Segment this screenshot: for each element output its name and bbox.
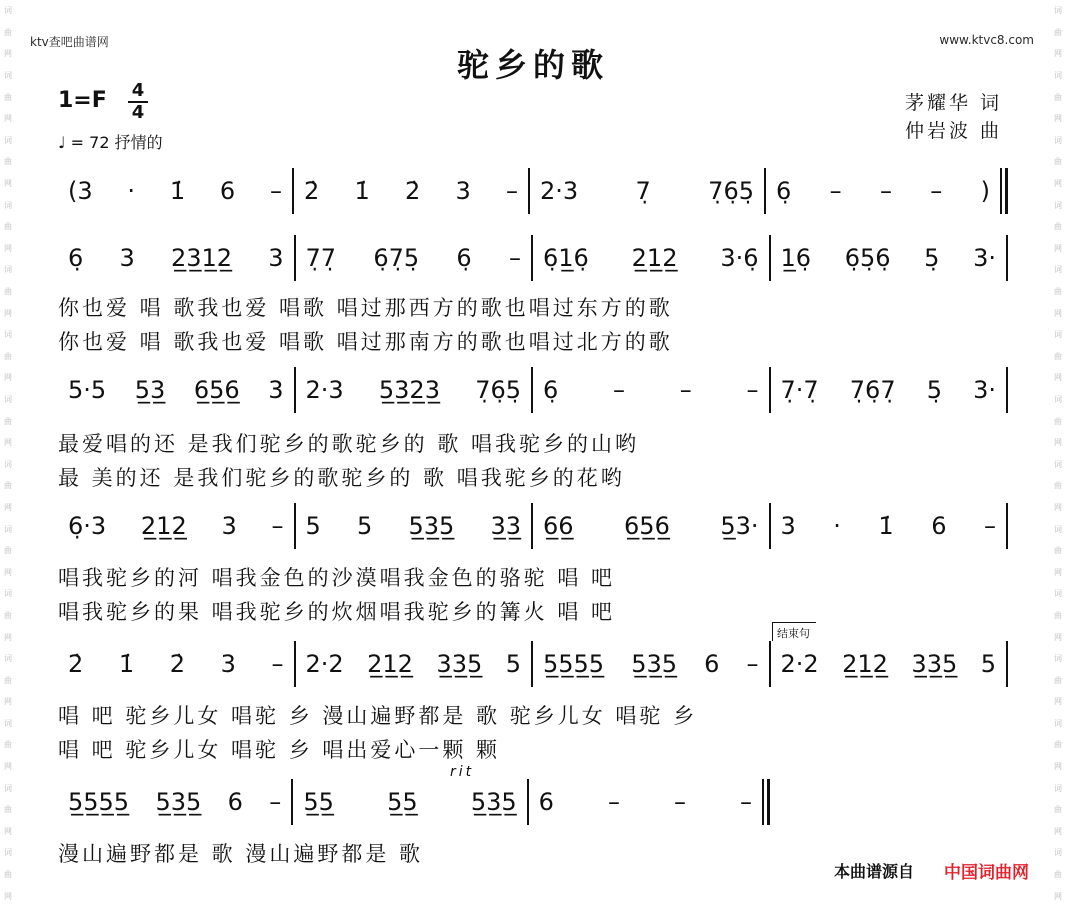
barline xyxy=(1006,503,1008,549)
note-group: 7̣6̣7̣ xyxy=(849,376,896,404)
watermark-glyph: 网 xyxy=(4,891,12,901)
watermark-glyph: 曲 xyxy=(4,287,12,297)
measure xyxy=(294,177,528,205)
watermark-glyph: 词 xyxy=(4,135,12,145)
note-group: – xyxy=(613,376,626,404)
note-group: 5̣ xyxy=(924,244,940,272)
watermark-glyph: 网 xyxy=(4,826,12,836)
note-group: – xyxy=(746,376,759,404)
watermark-glyph: 曲 xyxy=(1054,870,1062,880)
note-group: 6 xyxy=(704,650,720,678)
watermark-glyph: 网 xyxy=(4,308,12,318)
note-group: 5 xyxy=(356,512,373,540)
quarter-note-icon: ♩ xyxy=(58,133,66,152)
watermark-glyph: 词 xyxy=(1054,783,1062,793)
watermark-glyph: 曲 xyxy=(1054,675,1062,685)
score-line xyxy=(58,500,1008,552)
watermark-glyph: 网 xyxy=(1054,762,1062,772)
note-group: 6 xyxy=(227,788,243,816)
watermark-glyph: 词 xyxy=(4,6,12,16)
measure xyxy=(58,788,291,816)
watermark-glyph: 词 xyxy=(4,71,12,81)
watermark-glyph: 曲 xyxy=(1054,481,1062,491)
watermark-glyph: 网 xyxy=(4,438,12,448)
note-group: – xyxy=(746,650,759,678)
note-group: 6̣ xyxy=(776,177,792,205)
note-group: 5̲3̲5̲ xyxy=(631,650,677,678)
note-group: 3̲3̲5̲ xyxy=(436,650,483,678)
watermark-glyph: 词 xyxy=(1054,589,1062,599)
song-title: 驼乡的歌 xyxy=(456,46,609,84)
time-signature-top: 4 xyxy=(131,80,145,101)
lyric-line: 漫山遍野都是 歌 漫山遍野都是 歌 xyxy=(58,842,424,866)
watermark-glyph: 曲 xyxy=(4,610,12,620)
lyricist-credit: 茅耀华 词 xyxy=(904,92,1002,114)
note-group: – xyxy=(508,244,521,272)
watermark-glyph: 词 xyxy=(1054,6,1062,16)
note-group: 3 xyxy=(268,376,284,404)
note-group: 1̇ xyxy=(169,177,186,205)
note-group: – xyxy=(269,788,282,816)
watermark-glyph: 网 xyxy=(4,49,12,59)
watermark-glyph: 曲 xyxy=(4,481,12,491)
watermark-glyph: 曲 xyxy=(1054,287,1062,297)
measure xyxy=(533,512,769,540)
watermark-glyph: 网 xyxy=(4,243,12,253)
note-group: 5̲5̲ xyxy=(387,788,418,816)
note-group: 5̲3̲5̲ xyxy=(408,512,455,540)
watermark-glyph: 网 xyxy=(4,502,12,512)
watermark-glyph: 网 xyxy=(1054,891,1062,901)
note-group: 3·6̣ xyxy=(720,244,759,272)
note-group: 6̣·3 xyxy=(68,512,107,540)
time-signature-bottom: 4 xyxy=(131,102,145,123)
note-group: ) xyxy=(980,177,990,205)
note-group: 6̣ xyxy=(543,376,559,404)
lyric-line: 最爱唱的还 是我们驼乡的歌驼乡的 歌 唱我驼乡的山哟 xyxy=(58,432,640,456)
final-barline xyxy=(762,779,770,825)
barline xyxy=(1006,235,1008,281)
watermark-glyph: 网 xyxy=(1054,826,1062,836)
measure xyxy=(296,650,532,678)
note-group: 7̣6̣5̣ xyxy=(475,376,521,404)
note-group: – xyxy=(983,512,996,540)
note-group: – xyxy=(506,177,518,205)
note-group: 2̲1̲2̲ xyxy=(631,244,678,272)
watermark-glyph: 词 xyxy=(4,783,12,793)
watermark-glyph: 词 xyxy=(4,524,12,534)
score-line xyxy=(58,232,1008,284)
note-group: – xyxy=(930,177,943,205)
measure xyxy=(766,177,1000,205)
note-group: 1̇ xyxy=(118,650,135,678)
watermark-glyph: 曲 xyxy=(1054,27,1062,37)
measure xyxy=(771,650,1007,678)
watermark-glyph: 曲 xyxy=(1054,92,1062,102)
watermark-glyph: 曲 xyxy=(1054,351,1062,361)
watermark-glyph: 网 xyxy=(1054,243,1062,253)
watermark-glyph: 曲 xyxy=(1054,610,1062,620)
watermark-glyph: 词 xyxy=(1054,459,1062,469)
watermark-glyph: 网 xyxy=(1054,632,1062,642)
watermark-glyph: 曲 xyxy=(4,870,12,880)
score-line xyxy=(58,165,1008,217)
note-group: 6̲5̲6̲ xyxy=(624,512,670,540)
watermark-glyph: 网 xyxy=(4,567,12,577)
note-group: 5̲3̲5̲ xyxy=(470,788,517,816)
measure xyxy=(58,650,294,678)
tempo-value: = 72 xyxy=(70,133,110,152)
note-group: 3 xyxy=(455,177,471,205)
note-group: 7̣ xyxy=(635,177,651,205)
note-group: 2·2 xyxy=(780,650,819,678)
watermark-glyph: 词 xyxy=(1054,135,1062,145)
measure xyxy=(533,244,769,272)
note-group: – xyxy=(271,512,284,540)
note-group: 3̲3̲5̲ xyxy=(911,650,958,678)
measure xyxy=(529,788,762,816)
note-group: 2̲3̲1̲2̲ xyxy=(170,244,233,272)
score-line xyxy=(58,638,1008,690)
lyric-line: 你也爱 唱 歌我也爱 唱歌 唱过那西方的歌也唱过东方的歌 xyxy=(58,296,673,320)
watermark-glyph: 词 xyxy=(1054,848,1062,858)
composer-credit: 仲岩波 曲 xyxy=(904,120,1002,142)
watermark-glyph: 网 xyxy=(4,179,12,189)
watermark-glyph: 词 xyxy=(1054,718,1062,728)
watermark-glyph: 网 xyxy=(4,114,12,124)
note-group: (3 xyxy=(68,177,93,205)
note-group: 1̲6̣ xyxy=(780,244,812,272)
watermark-glyph: 网 xyxy=(4,762,12,772)
watermark-right xyxy=(1050,0,1066,907)
watermark-glyph: 网 xyxy=(1054,179,1062,189)
note-group: – xyxy=(739,788,752,816)
note-group: 6̣ xyxy=(456,244,472,272)
note-group: 6 xyxy=(219,177,236,205)
note-group: 6 xyxy=(538,788,554,816)
watermark-glyph: 曲 xyxy=(4,222,12,232)
lyric-line: 唱 吧 驼乡儿女 唱驼 乡 漫山遍野都是 歌 驼乡儿女 唱驼 乡 xyxy=(58,704,698,728)
source-site-link[interactable]: 中国词曲网 xyxy=(944,863,1029,883)
lyric-line: 唱我驼乡的河 唱我金色的沙漠唱我金色的骆驼 唱 吧 xyxy=(58,566,616,590)
note-group: 7̣6̣5̣ xyxy=(708,177,754,205)
note-group: 2·2 xyxy=(305,650,344,678)
note-group: 5̲5̲5̲5̲ xyxy=(543,650,605,678)
site-name-left[interactable]: ktv查吧曲谱网 xyxy=(30,35,109,49)
measure xyxy=(530,177,764,205)
ending-label: 结束句 xyxy=(772,622,816,641)
measure xyxy=(58,177,292,205)
note-group: 2̲1̲2̲ xyxy=(140,512,187,540)
note-group: – xyxy=(879,177,892,205)
watermark-left xyxy=(0,0,16,907)
watermark-glyph: 曲 xyxy=(1054,157,1062,167)
measure xyxy=(771,512,1007,540)
watermark-glyph: 曲 xyxy=(1054,416,1062,426)
note-group: 2̇ xyxy=(169,650,186,678)
lyric-line: 唱 吧 驼乡儿女 唱驼 乡 唱出爱心一颗 颗 xyxy=(58,738,501,762)
watermark-glyph: 网 xyxy=(4,632,12,642)
note-group: 3· xyxy=(973,376,996,404)
note-group: 6̣5̣6̣ xyxy=(844,244,891,272)
watermark-glyph: 网 xyxy=(1054,114,1062,124)
measure xyxy=(296,376,532,404)
watermark-glyph: 词 xyxy=(4,459,12,469)
note-group: 2·3 xyxy=(540,177,579,205)
site-url-right[interactable]: www.ktvc8.com xyxy=(939,33,1034,47)
note-group: 1̇ xyxy=(354,177,370,205)
note-group: 5 xyxy=(980,650,996,678)
final-barline xyxy=(1000,168,1008,214)
measure xyxy=(771,376,1007,404)
note-group: 2̇ xyxy=(405,177,421,205)
note-group: 5̲3̲ xyxy=(134,376,166,404)
note-group: 5̣ xyxy=(926,376,942,404)
watermark-glyph: 词 xyxy=(1054,265,1062,275)
watermark-glyph: 词 xyxy=(1054,524,1062,534)
lyric-line: 最 美的还 是我们驼乡的歌驼乡的 歌 唱我驼乡的花哟 xyxy=(58,466,625,490)
watermark-glyph: 网 xyxy=(4,697,12,707)
watermark-glyph: 词 xyxy=(4,718,12,728)
watermark-glyph: 曲 xyxy=(1054,546,1062,556)
measure xyxy=(58,244,294,272)
watermark-glyph: 曲 xyxy=(4,805,12,815)
measure xyxy=(533,376,769,404)
note-group: 2·3 xyxy=(305,376,344,404)
note-group: 6 xyxy=(931,512,947,540)
score-line xyxy=(58,776,770,828)
ritardando-marking: rit xyxy=(450,764,475,780)
note-group: 3 xyxy=(119,244,135,272)
watermark-glyph: 词 xyxy=(1054,330,1062,340)
watermark-glyph: 曲 xyxy=(4,157,12,167)
note-group: 2̇ xyxy=(304,177,320,205)
watermark-glyph: 词 xyxy=(4,589,12,599)
note-group: 5 xyxy=(305,512,321,540)
note-group: 5̲5̲5̲5̲ xyxy=(68,788,130,816)
watermark-glyph: 网 xyxy=(1054,308,1062,318)
watermark-glyph: 词 xyxy=(4,848,12,858)
note-group: – xyxy=(829,177,842,205)
note-group: 3 xyxy=(268,244,284,272)
note-group: 7̣7̣ xyxy=(305,244,337,272)
watermark-glyph: 词 xyxy=(1054,394,1062,404)
note-group: 5̲3̲2̲3̲ xyxy=(378,376,440,404)
barline xyxy=(1006,641,1008,687)
note-group: · xyxy=(127,177,136,205)
lyric-line: 你也爱 唱 歌我也爱 唱歌 唱过那南方的歌也唱过北方的歌 xyxy=(58,330,673,354)
note-group: 6̣1̲6̣ xyxy=(543,244,589,272)
note-group: 6̲6̲ xyxy=(543,512,574,540)
measure xyxy=(533,650,769,678)
note-group: 5·5 xyxy=(68,376,107,404)
watermark-glyph: 曲 xyxy=(4,351,12,361)
watermark-glyph: 词 xyxy=(4,265,12,275)
measure xyxy=(293,788,526,816)
measure xyxy=(58,376,294,404)
watermark-glyph: 曲 xyxy=(1054,805,1062,815)
note-group: 3̲3̲ xyxy=(490,512,521,540)
barline xyxy=(1006,367,1008,413)
note-group: 6̣7̣5̣ xyxy=(373,244,420,272)
watermark-glyph: 词 xyxy=(4,330,12,340)
note-group: 5̲3̲5̲ xyxy=(155,788,202,816)
measure xyxy=(296,512,532,540)
note-group: 3 xyxy=(780,512,796,540)
watermark-glyph: 曲 xyxy=(4,27,12,37)
measure xyxy=(58,512,294,540)
note-group: · xyxy=(833,512,841,540)
note-group: 5̲3· xyxy=(720,512,759,540)
note-group: – xyxy=(673,788,686,816)
watermark-glyph: 网 xyxy=(1054,567,1062,577)
tempo-marking xyxy=(58,130,163,153)
watermark-glyph: 词 xyxy=(1054,654,1062,664)
watermark-glyph: 曲 xyxy=(4,416,12,426)
time-signature xyxy=(128,81,148,123)
watermark-glyph: 网 xyxy=(1054,373,1062,383)
measure xyxy=(296,244,532,272)
watermark-glyph: 网 xyxy=(1054,502,1062,512)
watermark-glyph: 词 xyxy=(1054,200,1062,210)
note-group: 5̲5̲ xyxy=(303,788,334,816)
note-group: – xyxy=(607,788,620,816)
watermark-glyph: 词 xyxy=(4,654,12,664)
note-group: 3 xyxy=(221,512,237,540)
note-group: 7̣·7̣ xyxy=(780,376,819,404)
measure xyxy=(771,244,1007,272)
score-line xyxy=(58,364,1008,416)
note-group: 5 xyxy=(505,650,521,678)
note-group: – xyxy=(679,376,692,404)
note-group: 6̣ xyxy=(68,244,84,272)
watermark-glyph: 曲 xyxy=(4,546,12,556)
watermark-glyph: 网 xyxy=(1054,438,1062,448)
note-group: – xyxy=(269,177,282,205)
watermark-glyph: 词 xyxy=(4,394,12,404)
note-group: 2̲1̲2̲ xyxy=(367,650,413,678)
watermark-glyph: 网 xyxy=(4,373,12,383)
mood-marking: 抒情的 xyxy=(114,133,163,152)
watermark-glyph: 词 xyxy=(1054,71,1062,81)
watermark-glyph: 网 xyxy=(1054,49,1062,59)
key-signature: 1=F xyxy=(58,88,107,113)
watermark-glyph: 曲 xyxy=(1054,740,1062,750)
lyric-line: 唱我驼乡的果 唱我驼乡的炊烟唱我驼乡的篝火 唱 吧 xyxy=(58,600,616,624)
watermark-glyph: 曲 xyxy=(1054,222,1062,232)
note-group: 1̇ xyxy=(878,512,894,540)
note-group: 6̲5̲6̲ xyxy=(193,376,240,404)
note-group: – xyxy=(271,650,284,678)
watermark-glyph: 曲 xyxy=(4,92,12,102)
watermark-glyph: 网 xyxy=(1054,697,1062,707)
watermark-glyph: 词 xyxy=(4,200,12,210)
source-label: 本曲谱源自 xyxy=(834,862,915,881)
note-group: 2̇ xyxy=(68,650,84,678)
note-group: 3· xyxy=(973,244,996,272)
note-group: 3 xyxy=(220,650,236,678)
note-group: 2̲1̲2̲ xyxy=(842,650,888,678)
watermark-glyph: 曲 xyxy=(4,675,12,685)
watermark-glyph: 曲 xyxy=(4,740,12,750)
